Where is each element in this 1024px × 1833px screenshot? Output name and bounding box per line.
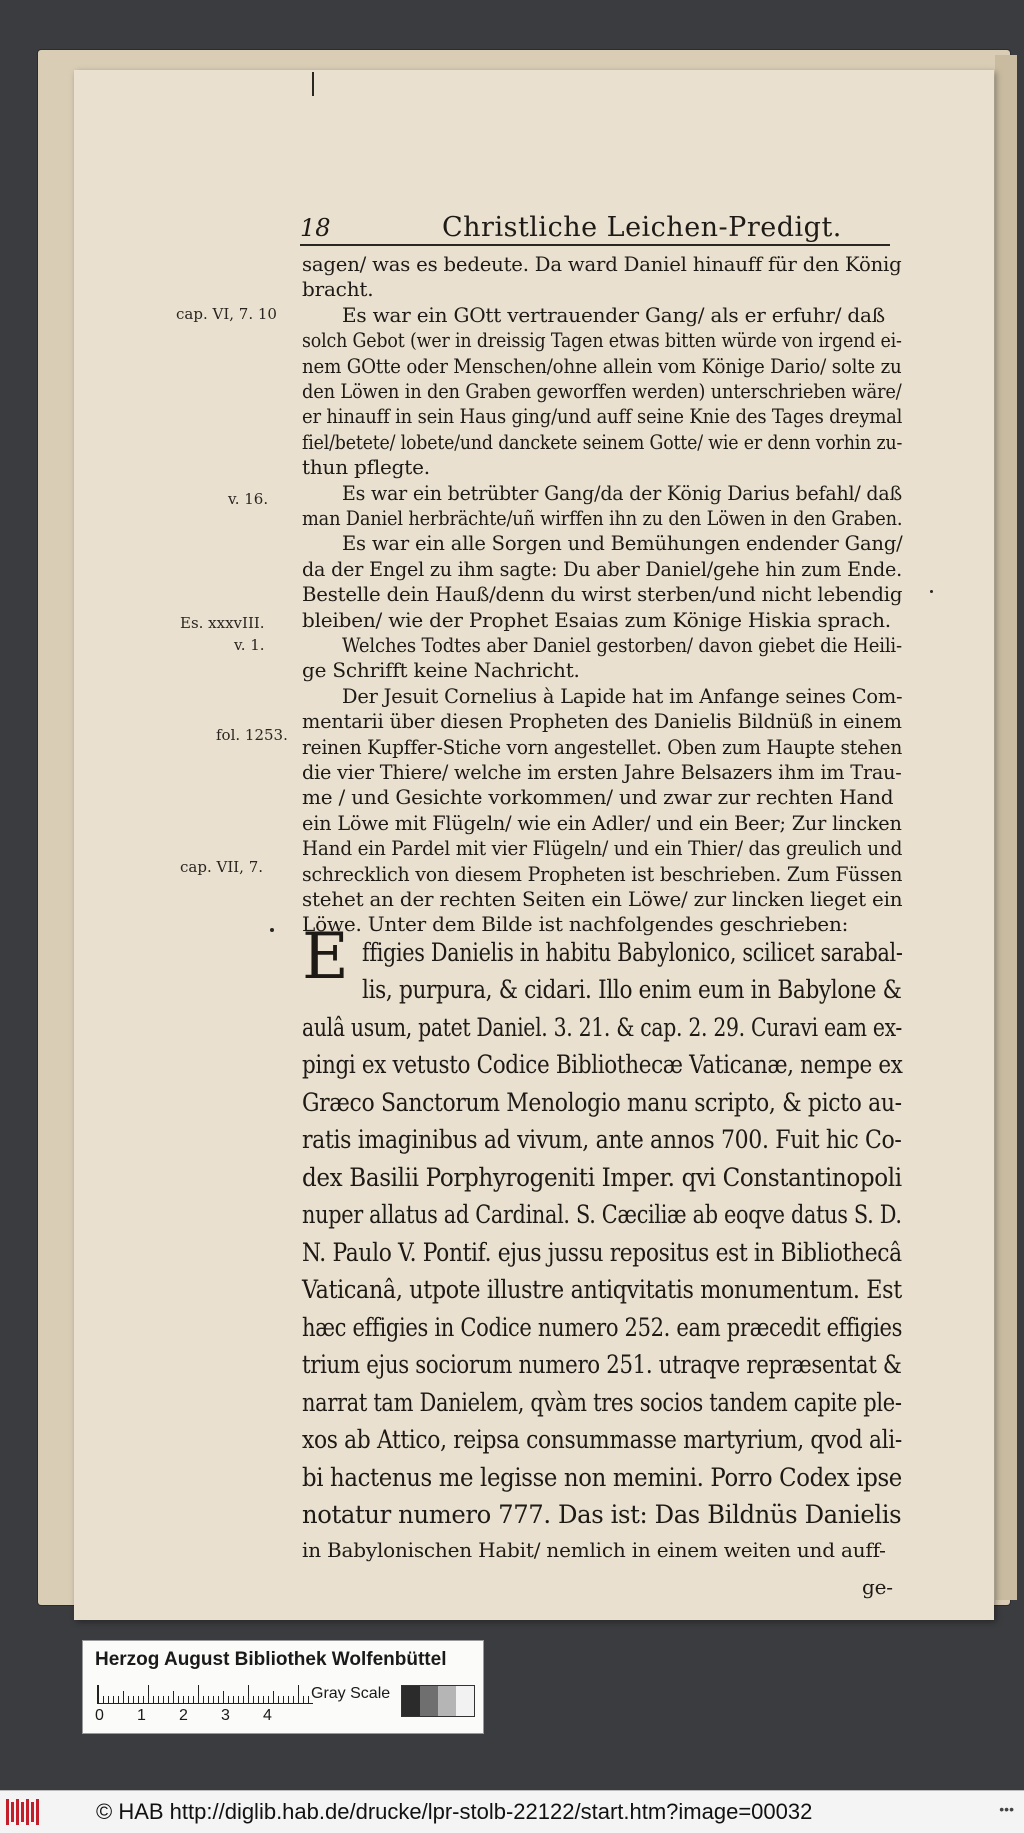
page-number: 18 bbox=[300, 214, 331, 242]
margin-note: cap. VII, 7. bbox=[180, 858, 264, 876]
ruler-tick bbox=[223, 1691, 224, 1703]
text-line: da der Engel zu ihm sagte: Du aber Daniel/gehe hin zum Ende. bbox=[302, 556, 902, 581]
ruler-tick bbox=[273, 1691, 274, 1703]
ruler-tick bbox=[258, 1696, 259, 1703]
text-line: Hand ein Pardel mit vier Flügeln/ und ein Thier/ das greulich und bbox=[302, 836, 903, 861]
text-line: solch Gebot (wer in dreissig Tagen etwas bitten würde von irgend ei- bbox=[302, 328, 902, 353]
header-rule bbox=[300, 244, 890, 246]
text-line: den Löwen in den Graben geworffen werden) unterschrieben wäre/ bbox=[302, 379, 902, 403]
text-line: die vier Thiere/ welche im ersten Jahre Belsazers ihm im Trau- bbox=[302, 760, 902, 784]
next-page-edge bbox=[995, 55, 1017, 1600]
running-title: Christliche Leichen-Predigt. bbox=[442, 212, 842, 243]
ruler-tick bbox=[238, 1696, 239, 1703]
ruler-tick bbox=[173, 1691, 174, 1703]
text-line: thun pflegte. bbox=[302, 455, 430, 480]
color-reference-card bbox=[82, 1640, 484, 1734]
text-line: lis, purpura, & cidari. Illo enim eum in Babylone & bbox=[362, 975, 902, 1005]
text-line: schrecklich von diesem Propheten ist beschrieben. Zum Füssen bbox=[302, 861, 903, 886]
text-line: man Daniel herbrächte/uñ wirffen ihn zu den Löwen in den Graben. bbox=[302, 506, 903, 530]
text-line: reinen Kupffer-Stiche vorn angestellet. Oben zum Haupte stehen bbox=[302, 734, 903, 759]
ink-fleck bbox=[270, 928, 274, 932]
text-line: narrat tam Danielem, qvàm tres socios tandem capite ple- bbox=[302, 1387, 902, 1417]
text-line: hæc effigies in Codice numero 252. eam præcedit effigies bbox=[302, 1312, 903, 1342]
text-line: pingi ex vetusto Codice Bibliothecæ Vaticanæ, nempe ex bbox=[302, 1050, 903, 1080]
text-line: ge- bbox=[862, 1575, 893, 1600]
text-line: Es war ein alle Sorgen und Bemühungen endender Gang/ bbox=[342, 531, 903, 556]
ruler-tick bbox=[298, 1685, 299, 1703]
text-line: Bestelle dein Hauß/denn du wirst sterben/und nicht lebendig bbox=[302, 582, 903, 607]
ruler-tick bbox=[153, 1696, 154, 1703]
text-line: Es war ein GOtt vertrauender Gang/ als er erfuhr/ daß bbox=[342, 302, 885, 327]
ruler-tick bbox=[138, 1696, 139, 1703]
ink-fleck bbox=[930, 590, 933, 593]
scale-number: 1 bbox=[137, 1707, 146, 1724]
text-line: mentarii über diesen Propheten des Danielis Bildnüß in einem bbox=[302, 709, 902, 734]
ruler-tick bbox=[103, 1696, 104, 1703]
ruler-tick bbox=[308, 1696, 309, 1703]
gray-swatch bbox=[456, 1686, 474, 1716]
text-line: sagen/ was es bedeute. Da ward Daniel hinauff für den König bbox=[302, 252, 902, 276]
ruler-tick bbox=[128, 1696, 129, 1703]
ruler-tick bbox=[188, 1696, 189, 1703]
text-line: Es war ein betrübter Gang/da der König Darius befahl/ daß bbox=[342, 480, 902, 505]
ruler-tick bbox=[283, 1696, 284, 1703]
ruler-tick bbox=[288, 1696, 289, 1703]
margin-note: Es. xxxvIII. bbox=[180, 614, 265, 632]
text-line: in Babylonischen Habit/ nemlich in einem weiten und auff- bbox=[302, 1537, 886, 1562]
ruler-tick bbox=[193, 1696, 194, 1703]
ruler-tick bbox=[233, 1696, 234, 1703]
text-line: xos ab Attico, reipsa consummasse martyrium, qvod ali- bbox=[302, 1425, 902, 1455]
margin-note: v. 1. bbox=[234, 636, 265, 654]
page-mark bbox=[312, 72, 314, 96]
scale-number: 4 bbox=[263, 1707, 272, 1724]
gray-scale-label: Gray Scale bbox=[311, 1685, 391, 1702]
ruler-tick bbox=[208, 1696, 209, 1703]
drop-cap: E bbox=[302, 920, 349, 994]
text-line: Vaticanâ, utpote illustre antiqvitatis monumentum. Est bbox=[302, 1275, 902, 1305]
ruler-tick bbox=[113, 1696, 114, 1703]
text-line: bleiben/ wie der Prophet Esaias zum Könige Hiskia sprach. bbox=[302, 607, 891, 632]
text-line: bi hactenus me legisse non memini. Porro Codex ipse bbox=[302, 1462, 902, 1492]
margin-note: fol. 1253. bbox=[216, 726, 288, 744]
text-line: fiel/betete/ lobete/und danckete seinem Gotte/ wie er denn vorhin zu- bbox=[302, 429, 903, 454]
ruler-tick bbox=[183, 1696, 184, 1703]
ruler-tick bbox=[303, 1696, 304, 1703]
ruler-tick bbox=[133, 1696, 134, 1703]
ruler-tick bbox=[108, 1696, 109, 1703]
ruler-tick bbox=[293, 1696, 294, 1703]
ruler-tick bbox=[168, 1696, 169, 1703]
ruler-tick bbox=[118, 1696, 119, 1703]
ruler-tick bbox=[123, 1691, 124, 1703]
ruler-tick bbox=[163, 1696, 164, 1703]
text-line: Löwe. Unter dem Bilde ist nachfolgendes geschrieben: bbox=[302, 912, 849, 937]
ruler-tick bbox=[278, 1696, 279, 1703]
ruler-tick bbox=[253, 1696, 254, 1703]
scale-number: 2 bbox=[179, 1707, 188, 1724]
scale-number: 3 bbox=[221, 1707, 230, 1724]
text-line: ein Löwe mit Flügeln/ wie ein Adler/ und ein Beer; Zur lincken bbox=[302, 810, 902, 835]
ruler-tick bbox=[98, 1685, 99, 1703]
text-line: Der Jesuit Cornelius à Lapide hat im Anfange seines Com- bbox=[342, 683, 903, 708]
gray-swatch bbox=[420, 1686, 438, 1716]
status-bar bbox=[0, 1790, 1024, 1833]
institution-name: Herzog August Bibliothek Wolfenbüttel bbox=[95, 1649, 447, 1670]
text-line: nem GOtte oder Menschen/ohne allein vom Könige Dario/ solte zu bbox=[302, 353, 902, 378]
text-line: Græco Sanctorum Menologio manu scripto, & picto au- bbox=[302, 1087, 902, 1117]
text-line: bracht. bbox=[302, 277, 374, 302]
margin-note: v. 16. bbox=[228, 490, 269, 508]
ruler-tick bbox=[178, 1696, 179, 1703]
text-line: aulâ usum, patet Daniel. 3. 21. & cap. 2. 29. Curavi eam ex- bbox=[302, 1012, 902, 1042]
ruler-tick bbox=[248, 1685, 249, 1703]
text-line: er hinauff in sein Haus ging/und auff seine Knie des Tages dreymal bbox=[302, 404, 903, 429]
scale-ruler bbox=[97, 1685, 313, 1704]
text-line: ratis imaginibus ad vivum, ante annos 700. Fuit hic Co- bbox=[302, 1125, 902, 1155]
text-line: dex Basilii Porphyrogeniti Imper. qvi Constantinopoli bbox=[302, 1162, 902, 1192]
hab-logo-icon bbox=[6, 1799, 46, 1825]
gray-swatch bbox=[438, 1686, 456, 1716]
text-line: nuper allatus ad Cardinal. S. Cæciliæ ab eoqve datus S. D. bbox=[302, 1200, 902, 1230]
ruler-tick bbox=[143, 1696, 144, 1703]
ruler-tick bbox=[198, 1685, 199, 1703]
scale-number: 0 bbox=[95, 1707, 104, 1724]
text-line: N. Paulo V. Pontif. ejus jussu repositus est in Bibliothecâ bbox=[302, 1237, 902, 1267]
text-line: notatur numero 777. Das ist: Das Bildnüs Danielis bbox=[302, 1500, 902, 1530]
text-line: trium ejus sociorum numero 251. utraqve repræsentat & bbox=[302, 1350, 902, 1380]
ruler-tick bbox=[158, 1696, 159, 1703]
more-menu-icon[interactable]: ••• bbox=[999, 1801, 1014, 1817]
text-line: Welches Todtes aber Daniel gestorben/ davon giebet die Heili- bbox=[342, 633, 902, 657]
source-url[interactable]: © HAB http://diglib.hab.de/drucke/lpr-stolb-22122/start.htm?image=00032 bbox=[96, 1799, 813, 1824]
margin-note: cap. VI, 7. 10 bbox=[176, 305, 277, 323]
ruler-tick bbox=[218, 1696, 219, 1703]
ruler-tick bbox=[243, 1696, 244, 1703]
text-line: stehet an der rechten Seiten ein Löwe/ zur lincken lieget ein bbox=[302, 887, 903, 911]
gray-scale-swatches bbox=[401, 1685, 475, 1717]
ruler-tick bbox=[228, 1696, 229, 1703]
ruler-tick bbox=[203, 1696, 204, 1703]
text-line: ffigies Danielis in habitu Babylonico, scilicet sarabal- bbox=[362, 937, 903, 967]
text-line: me / und Gesichte vorkommen/ und zwar zur rechten Hand bbox=[302, 785, 894, 810]
ruler-tick bbox=[268, 1696, 269, 1703]
ruler-tick bbox=[148, 1685, 149, 1703]
text-line: ge Schrifft keine Nachricht. bbox=[302, 658, 580, 683]
ruler-tick bbox=[213, 1696, 214, 1703]
gray-swatch bbox=[402, 1686, 420, 1716]
ruler-tick bbox=[263, 1696, 264, 1703]
